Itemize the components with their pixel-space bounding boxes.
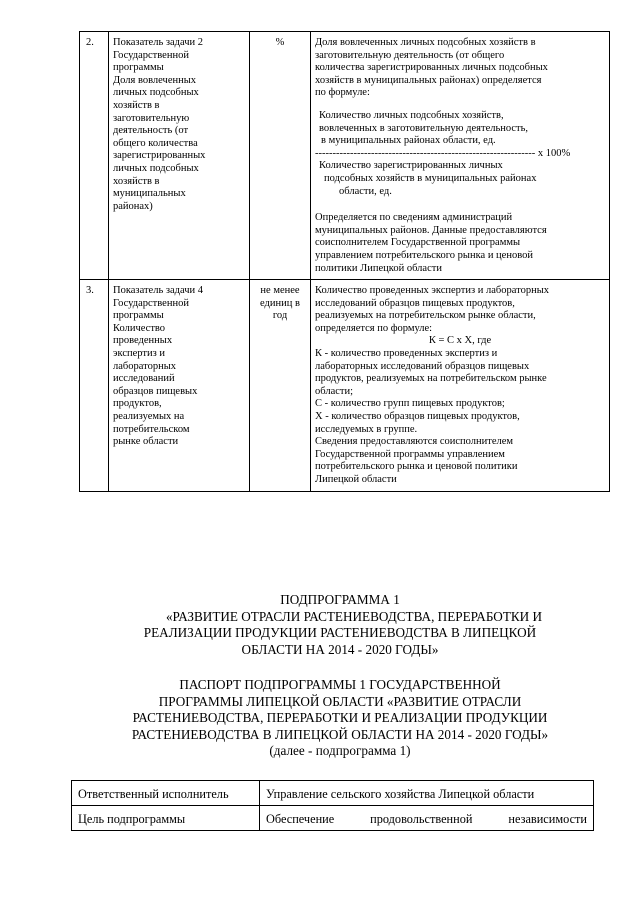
table-row [80, 32, 610, 280]
table-row [80, 280, 610, 492]
calculation-method: Доля вовлеченных личных подсобных хозяйств в заготовительную деятельность (от общего количества зарегистрированных личных подсобных хозяйств в муниципальных районах) определяется по формуле: Количество личных подсобных хозяйств, вовлеченных в заготовительную деятельность, в муниципальных районах области, ед. --------------------------------------------------------------- x 100% Количество зарегистрированных личных подсобных хозяйств в муниципальных районах области, ед. Определяется по сведениям администраций муниципальных районов. Данные предоставляются соисполнителем Государственной программы управлением потребительского рынка и ценовой политики Липецкой области [311, 32, 610, 280]
indicator-name: Показатель задачи 4 Государственной программы Количество проведенных экспертиз и лабораторных исследований образцов пищевых продуктов, реализуемых на потребительском рынке области [109, 280, 250, 492]
passport-label: Ответственный исполнитель [72, 781, 260, 806]
subprogram-title: ПОДПРОГРАММА 1 «РАЗВИТИЕ ОТРАСЛИ РАСТЕНИЕВОДСТВА, ПЕРЕРАБОТКИ И РЕАЛИЗАЦИИ ПРОДУКЦИИ РАСТЕНИЕВОДСТВА В ЛИПЕЦКОЙ ОБЛАСТИ НА 2014 - 2020 ГОДЫ» [143, 592, 543, 657]
passport-label: Цель подпрограммы [72, 806, 260, 831]
calculation-method: Количество проведенных экспертиз и лабораторных исследований образцов пищевых продуктов, реализуемых на потребительском рынке области, определяется по формуле: К = С х Х, где К - количество проведенных экспертиз и лабораторных исследований образцов пищевых продуктов, реализуемых на потребительском рынке области; С - количество групп пищевых продуктов; Х - количество образцов пищевых продуктов, исследуемых в группе. Сведения предоставляются соисполнителем Государственной программы управлением потребительского рынка и ценовой политики Липецкой области [311, 280, 610, 492]
unit-cell: не менее единиц в год [250, 280, 311, 492]
formula: К = С х Х, где [428, 335, 492, 347]
indicator-name: Показатель задачи 2 Государственной программы Доля вовлеченных личных подсобных хозяйств в заготовительную деятельность (от общего количества зарегистрированных личных подсобных хозяйств в муниципальных районах) [109, 32, 250, 280]
unit-cell: % [250, 32, 311, 280]
passport-table [71, 780, 594, 831]
passport-value: Обеспечение продовольственной независимости [260, 806, 594, 831]
indicators-table [79, 31, 610, 492]
passport-title: ПАСПОРТ ПОДПРОГРАММЫ 1 ГОСУДАРСТВЕННОЙ ПРОГРАММЫ ЛИПЕЦКОЙ ОБЛАСТИ «РАЗВИТИЕ ОТРАСЛИ РАСТЕНИЕВОДСТВА, ПЕРЕРАБОТКИ И РЕАЛИЗАЦИИ ПРОДУКЦИИ РАСТЕНИЕВОДСТВА В ЛИПЕЦКОЙ ОБЛАСТИ НА 2014 - 2020 ГОДЫ» (далее - подпрограмма 1) [131, 677, 549, 758]
table-row [72, 781, 594, 806]
row-number: 3. [80, 280, 109, 492]
row-number: 2. [80, 32, 109, 280]
formula: Количество личных подсобных хозяйств, вовлеченных в заготовительную деятельность, в муниципальных районах области, ед. --------------------------------------------------------------- x 100% Количество зарегистрированных личных подсобных хозяйств в муниципальных районах области, ед. [315, 110, 605, 198]
passport-value: Управление сельского хозяйства Липецкой области [260, 781, 594, 806]
fraction-line: --------------------------------------------------------------- x 100% [315, 147, 571, 159]
table-row [72, 806, 594, 831]
